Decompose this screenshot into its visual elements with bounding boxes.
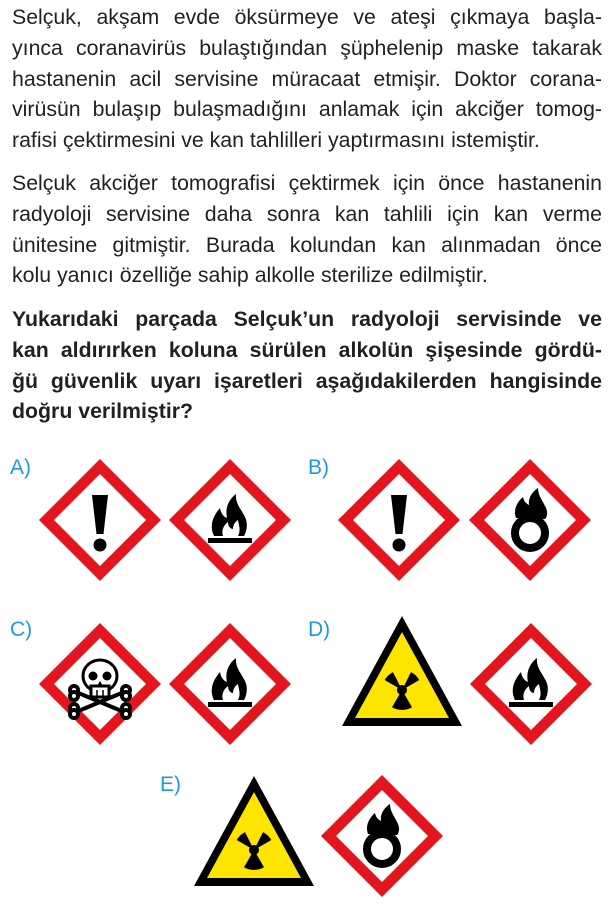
text-line: radyoloji servisine daha sonra kan tahlili için kan verme — [12, 201, 602, 226]
option-c-label[interactable]: C) — [10, 618, 33, 641]
flame-hazard-icon — [166, 456, 294, 584]
text-line: hastanenin acil servisine müracaat etmişir. Doktor corana- — [12, 66, 602, 91]
passage-paragraph-1 — [12, 2, 602, 156]
flame-hazard-icon — [166, 620, 294, 748]
text-line: kan aldırırken koluna sürülen alkolün şişesinde gördü- — [12, 337, 602, 362]
option-b-label[interactable]: B) — [308, 456, 329, 479]
option-e-label[interactable]: E) — [160, 773, 181, 796]
text-line: virüsün bulaşıp bulaşmadığını anlamak için akciğer tomog- — [12, 97, 602, 122]
radiation-hazard-icon — [190, 772, 318, 900]
option-a-label[interactable]: A) — [10, 456, 31, 479]
text-line: Selçuk, akşam evde öksürmeye ve ateşi çıkmaya başla- — [12, 5, 602, 29]
radiation-hazard-icon — [338, 612, 466, 740]
exclamation-hazard-icon — [36, 456, 164, 584]
text-line: rafisi çektirmesini ve kan tahlilleri yaptırmasını istemiştir. — [12, 128, 540, 153]
text-line: Selçuk akciğer tomografisi çektirmek için önce hastanenin — [12, 171, 602, 195]
text-line: Yukarıdaki parçada Selçuk’un radyoloji servisinde ve — [12, 307, 602, 331]
text-line: yınca coranavirüs bulaştığından şüphelenip maske takarak — [12, 35, 602, 60]
exclamation-hazard-icon — [335, 456, 463, 584]
skull-crossbones-hazard-icon — [36, 620, 164, 748]
question-stem — [12, 304, 602, 427]
flame-hazard-icon — [467, 620, 595, 748]
text-line: ünitesine gitmiştir. Burada kolundan kan alınmadan önce — [12, 232, 602, 257]
passage-paragraph-2 — [12, 168, 602, 291]
option-d-label[interactable]: D) — [308, 618, 331, 641]
text-line: ğü güvenlik uyarı işaretleri aşağıdakilerden hangisinde — [12, 368, 602, 393]
text-line: doğru verilmiştir? — [12, 399, 194, 424]
text-line: kolu yanıcı özelliğe sahip alkolle sterilize edilmiştir. — [12, 263, 488, 288]
oxidizer-hazard-icon — [318, 772, 446, 900]
oxidizer-hazard-icon — [466, 456, 594, 584]
